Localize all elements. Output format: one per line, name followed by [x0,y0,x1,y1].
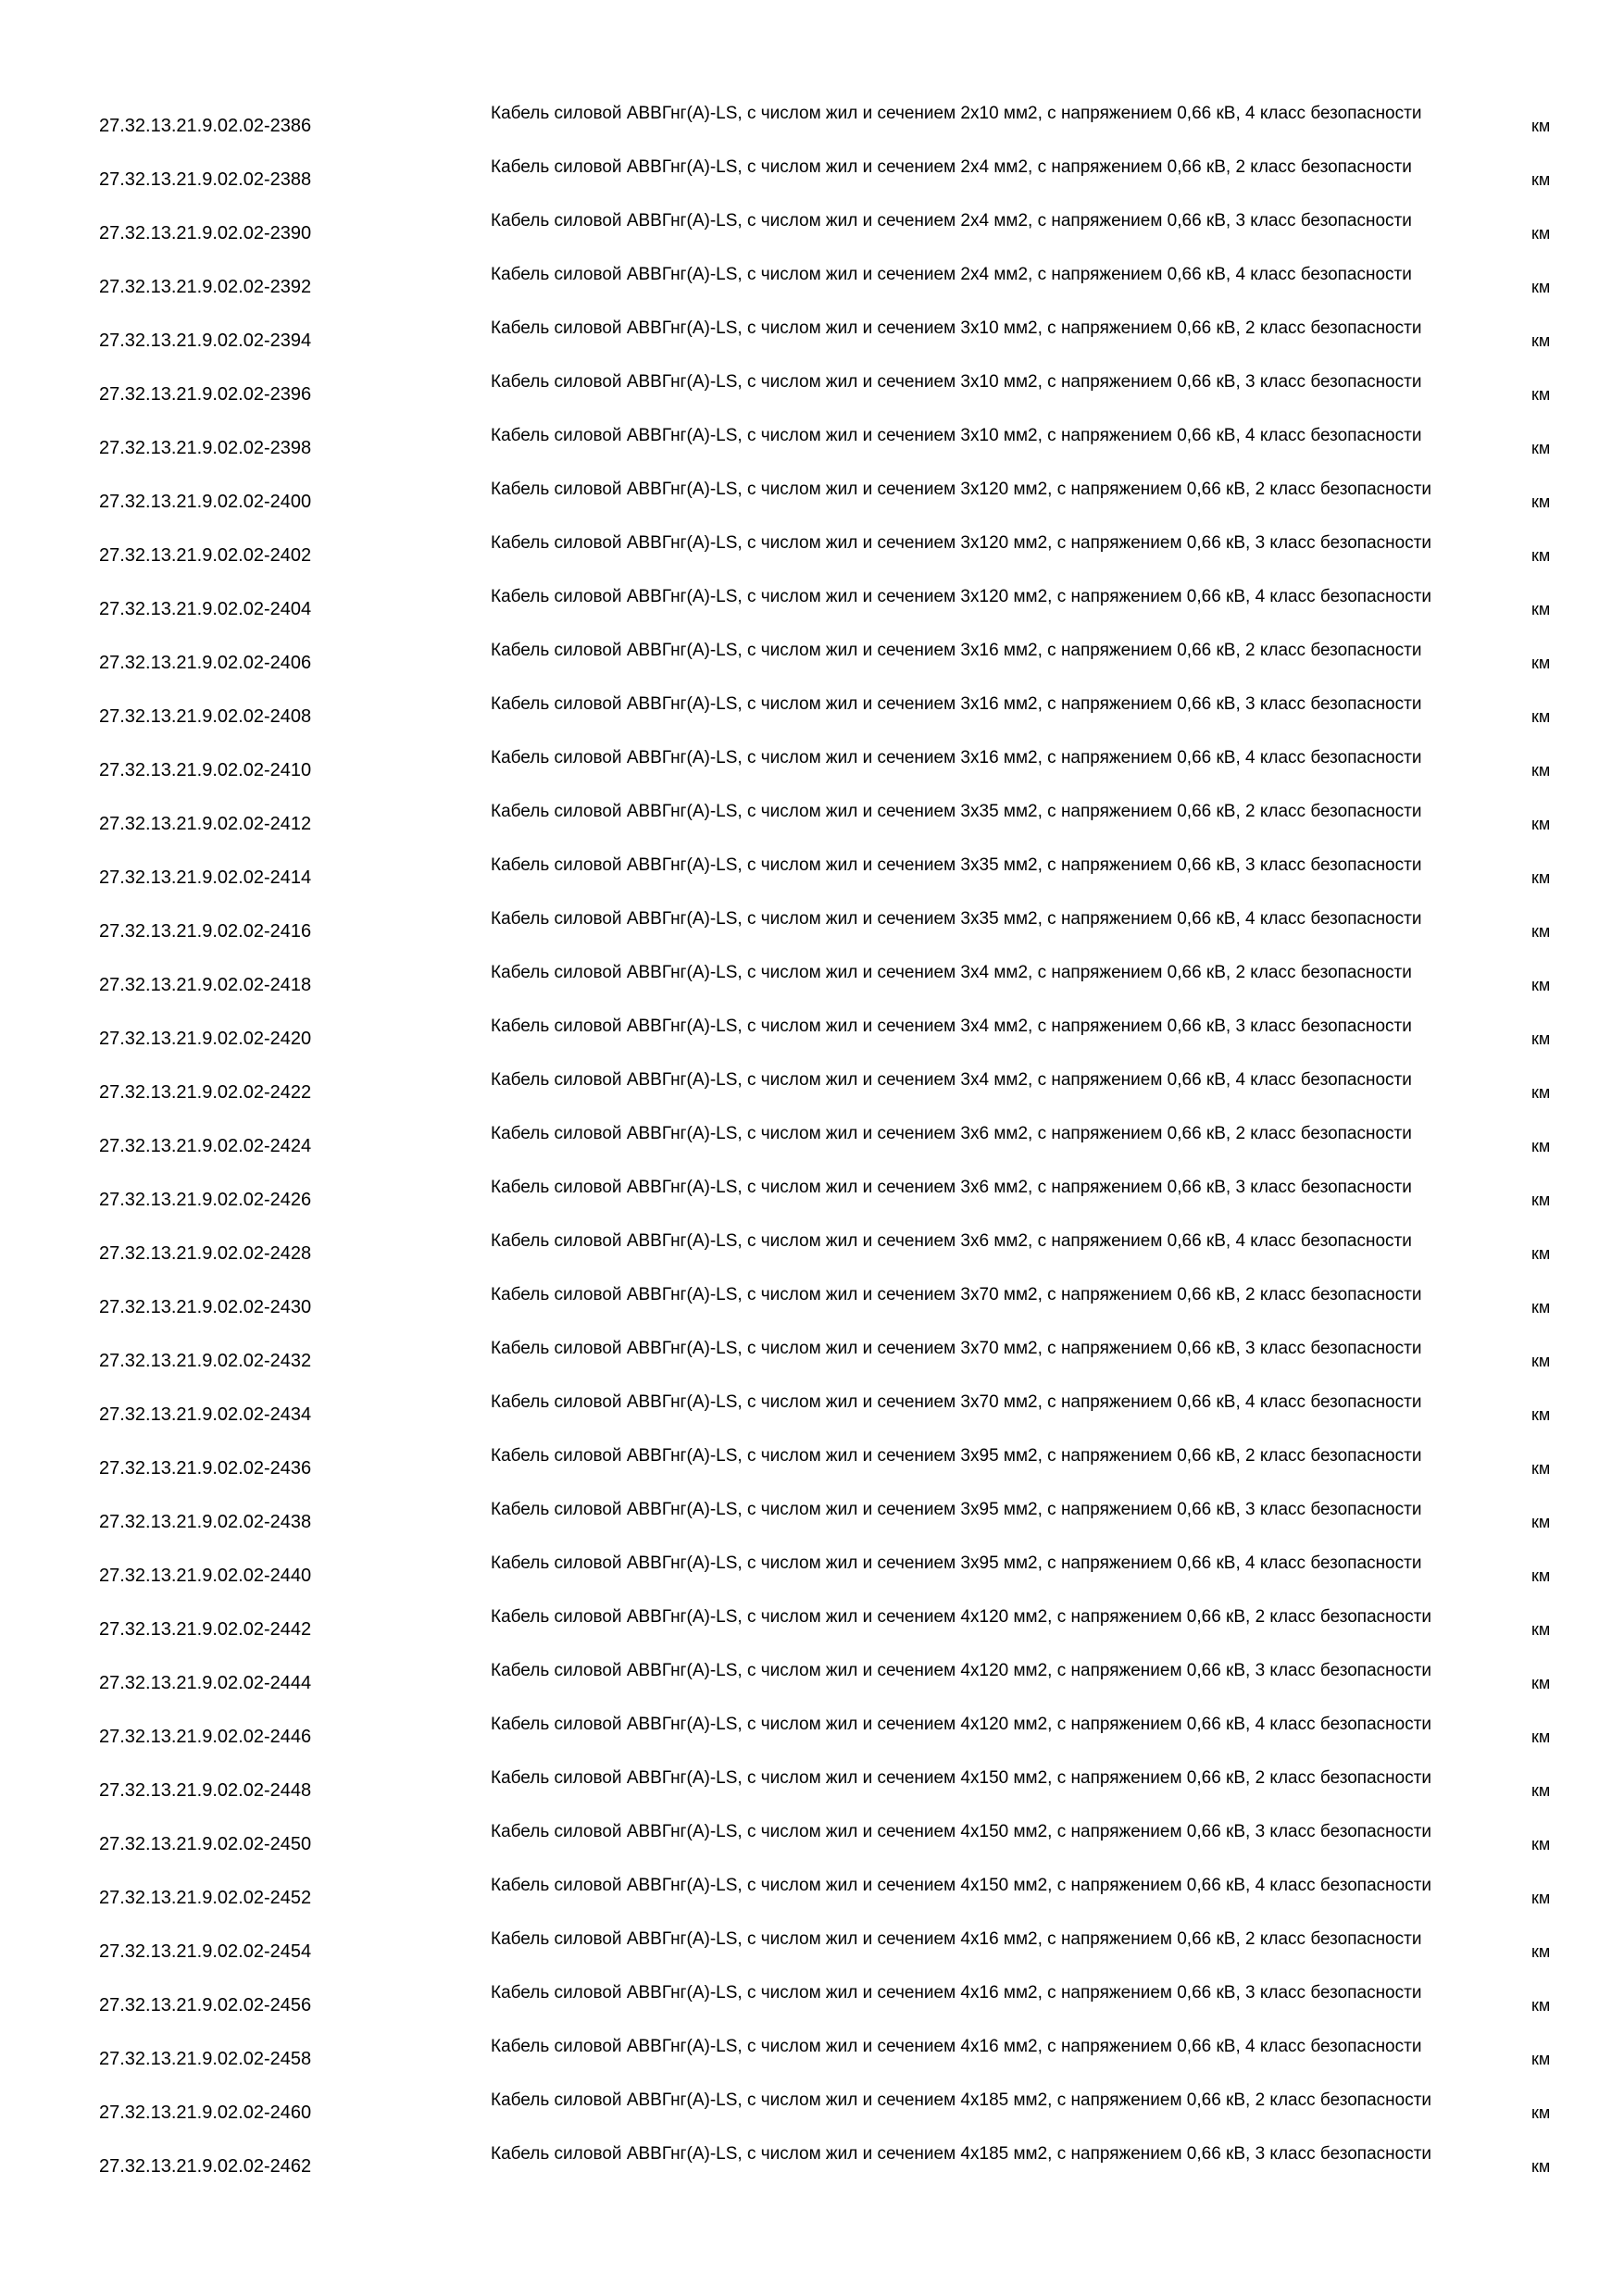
table-row [0,368,1624,421]
resource-code: 27.32.13.21.9.02.02-2444 [99,1673,312,1693]
table-row [0,851,1624,905]
unit-of-measure: км [1531,1889,1551,1907]
table-row [0,314,1624,368]
resource-code: 27.32.13.21.9.02.02-2400 [99,492,312,512]
resource-description: Кабель силовой АВВГнг(А)-LS, с числом жил и сечением 4х120 мм2, с напряжением 0,66 кВ, 2 класс безопасности [491,1607,1432,1627]
resource-code: 27.32.13.21.9.02.02-2406 [99,653,312,673]
resource-code: 27.32.13.21.9.02.02-2456 [99,1995,312,2015]
table-row [0,690,1624,743]
resource-description: Кабель силовой АВВГнг(А)-LS, с числом жил и сечением 3х16 мм2, с напряжением 0,66 кВ, 2 класс безопасности [491,641,1422,660]
resource-code: 27.32.13.21.9.02.02-2442 [99,1619,312,1640]
resource-description: Кабель силовой АВВГнг(А)-LS, с числом жил и сечением 3х120 мм2, с напряжением 0,66 кВ, 4 класс безопасности [491,587,1432,606]
table-row [0,636,1624,690]
unit-of-measure: км [1531,707,1551,726]
resource-description: Кабель силовой АВВГнг(А)-LS, с числом жил и сечением 2х10 мм2, с напряжением 0,66 кВ, 4 класс безопасности [491,104,1422,123]
resource-code: 27.32.13.21.9.02.02-2438 [99,1512,312,1532]
resource-code: 27.32.13.21.9.02.02-2422 [99,1082,312,1103]
unit-of-measure: км [1531,1996,1551,2015]
unit-of-measure: км [1531,868,1551,887]
resource-description: Кабель силовой АВВГнг(А)-LS, с числом жил и сечением 3х4 мм2, с напряжением 0,66 кВ, 2 класс безопасности [491,963,1412,982]
resource-description: Кабель силовой АВВГнг(А)-LS, с числом жил и сечением 4х150 мм2, с напряжением 0,66 кВ, 3 класс безопасности [491,1822,1432,1841]
resource-description: Кабель силовой АВВГнг(А)-LS, с числом жил и сечением 3х35 мм2, с напряжением 0,66 кВ, 3 класс безопасности [491,855,1422,875]
unit-of-measure: км [1531,1942,1551,1961]
resource-code: 27.32.13.21.9.02.02-2398 [99,438,312,458]
resource-code: 27.32.13.21.9.02.02-2416 [99,921,312,942]
table-row [0,905,1624,958]
resource-description: Кабель силовой АВВГнг(А)-LS, с числом жил и сечением 3х16 мм2, с напряжением 0,66 кВ, 3 класс безопасности [491,694,1422,714]
unit-of-measure: км [1531,922,1551,941]
table-row [0,1710,1624,1764]
resource-code: 27.32.13.21.9.02.02-2458 [99,2049,312,2069]
resource-description: Кабель силовой АВВГнг(А)-LS, с числом жил и сечением 4х185 мм2, с напряжением 0,66 кВ, 3 класс безопасности [491,2144,1432,2164]
resource-code: 27.32.13.21.9.02.02-2396 [99,384,312,405]
unit-of-measure: км [1531,1566,1551,1585]
unit-of-measure: км [1531,117,1551,135]
table-row [0,1817,1624,1871]
table-row [0,260,1624,314]
unit-of-measure: км [1531,439,1551,457]
unit-of-measure: км [1531,1835,1551,1853]
unit-of-measure: км [1531,976,1551,994]
resource-code: 27.32.13.21.9.02.02-2440 [99,1566,312,1586]
table-row [0,1978,1624,2032]
unit-of-measure: км [1531,331,1551,350]
unit-of-measure: км [1531,1298,1551,1316]
table-row [0,1173,1624,1227]
resource-code: 27.32.13.21.9.02.02-2452 [99,1888,312,1908]
resource-code: 27.32.13.21.9.02.02-2454 [99,1941,312,1962]
resource-description: Кабель силовой АВВГнг(А)-LS, с числом жил и сечением 3х10 мм2, с напряжением 0,66 кВ, 2 класс безопасности [491,318,1422,338]
resource-code: 27.32.13.21.9.02.02-2420 [99,1029,312,1049]
resource-code: 27.32.13.21.9.02.02-2462 [99,2156,312,2177]
resource-description: Кабель силовой АВВГнг(А)-LS, с числом жил и сечением 3х10 мм2, с напряжением 0,66 кВ, 4 класс безопасности [491,426,1422,445]
unit-of-measure: км [1531,1620,1551,1639]
unit-of-measure: км [1531,170,1551,189]
resource-description: Кабель силовой АВВГнг(А)-LS, с числом жил и сечением 3х70 мм2, с напряжением 0,66 кВ, 4 класс безопасности [491,1392,1422,1412]
resource-description: Кабель силовой АВВГнг(А)-LS, с числом жил и сечением 2х4 мм2, с напряжением 0,66 кВ, 3 класс безопасности [491,211,1412,231]
resource-code: 27.32.13.21.9.02.02-2430 [99,1297,312,1317]
unit-of-measure: км [1531,1781,1551,1800]
table-row [0,1764,1624,1817]
resource-description: Кабель силовой АВВГнг(А)-LS, с числом жил и сечением 3х4 мм2, с напряжением 0,66 кВ, 4 класс безопасности [491,1070,1412,1090]
resource-code: 27.32.13.21.9.02.02-2418 [99,975,312,995]
unit-of-measure: км [1531,761,1551,780]
resource-code: 27.32.13.21.9.02.02-2390 [99,223,312,243]
resource-code: 27.32.13.21.9.02.02-2414 [99,867,312,888]
resource-code: 27.32.13.21.9.02.02-2428 [99,1243,312,1264]
unit-of-measure: км [1531,1674,1551,1692]
resource-code: 27.32.13.21.9.02.02-2460 [99,2103,312,2123]
table-row [0,582,1624,636]
resource-description: Кабель силовой АВВГнг(А)-LS, с числом жил и сечением 4х150 мм2, с напряжением 0,66 кВ, 4 класс безопасности [491,1876,1432,1895]
table-row [0,475,1624,529]
unit-of-measure: км [1531,1029,1551,1048]
table-row [0,958,1624,1012]
unit-of-measure: км [1531,1191,1551,1209]
resource-description: Кабель силовой АВВГнг(А)-LS, с числом жил и сечением 3х120 мм2, с напряжением 0,66 кВ, 3 класс безопасности [491,533,1432,553]
unit-of-measure: км [1531,1728,1551,1746]
unit-of-measure: км [1531,1083,1551,1102]
table-row [0,743,1624,797]
table-row [0,1549,1624,1603]
resource-description: Кабель силовой АВВГнг(А)-LS, с числом жил и сечением 3х6 мм2, с напряжением 0,66 кВ, 2 класс безопасности [491,1124,1412,1143]
unit-of-measure: км [1531,2050,1551,2068]
resource-code: 27.32.13.21.9.02.02-2410 [99,760,312,780]
unit-of-measure: км [1531,1352,1551,1370]
table-row [0,1012,1624,1066]
table-row [0,1280,1624,1334]
resource-description: Кабель силовой АВВГнг(А)-LS, с числом жил и сечением 4х185 мм2, с напряжением 0,66 кВ, 2 класс безопасности [491,2090,1432,2110]
unit-of-measure: км [1531,278,1551,296]
resource-code: 27.32.13.21.9.02.02-2434 [99,1404,312,1425]
resource-description: Кабель силовой АВВГнг(А)-LS, с числом жил и сечением 3х95 мм2, с напряжением 0,66 кВ, 3 класс безопасности [491,1500,1422,1519]
unit-of-measure: км [1531,2103,1551,2122]
unit-of-measure: км [1531,1244,1551,1263]
table-row [0,2086,1624,2140]
resource-code: 27.32.13.21.9.02.02-2426 [99,1190,312,1210]
table-row [0,153,1624,206]
resource-code: 27.32.13.21.9.02.02-2450 [99,1834,312,1854]
resource-code: 27.32.13.21.9.02.02-2448 [99,1780,312,1801]
table-row [0,1603,1624,1656]
table-row [0,1441,1624,1495]
table-row [0,2140,1624,2193]
table-row [0,1066,1624,1119]
resource-code: 27.32.13.21.9.02.02-2436 [99,1458,312,1479]
resource-code: 27.32.13.21.9.02.02-2404 [99,599,312,619]
resource-description: Кабель силовой АВВГнг(А)-LS, с числом жил и сечением 4х120 мм2, с напряжением 0,66 кВ, 3 класс безопасности [491,1661,1432,1680]
table-row [0,1656,1624,1710]
resource-description: Кабель силовой АВВГнг(А)-LS, с числом жил и сечением 3х95 мм2, с напряжением 0,66 кВ, 4 класс безопасности [491,1554,1422,1573]
resource-description: Кабель силовой АВВГнг(А)-LS, с числом жил и сечением 4х16 мм2, с напряжением 0,66 кВ, 4 класс безопасности [491,2037,1422,2056]
resource-code: 27.32.13.21.9.02.02-2386 [99,116,312,136]
unit-of-measure: км [1531,385,1551,404]
resource-description: Кабель силовой АВВГнг(А)-LS, с числом жил и сечением 4х150 мм2, с напряжением 0,66 кВ, 2 класс безопасности [491,1768,1432,1788]
resource-description: Кабель силовой АВВГнг(А)-LS, с числом жил и сечением 3х16 мм2, с напряжением 0,66 кВ, 4 класс безопасности [491,748,1422,767]
unit-of-measure: км [1531,546,1551,565]
table-row [0,529,1624,582]
table-row [0,421,1624,475]
resource-code: 27.32.13.21.9.02.02-2394 [99,331,312,351]
resource-description: Кабель силовой АВВГнг(А)-LS, с числом жил и сечением 3х70 мм2, с напряжением 0,66 кВ, 3 класс безопасности [491,1339,1422,1358]
unit-of-measure: км [1531,1513,1551,1531]
unit-of-measure: км [1531,224,1551,243]
unit-of-measure: км [1531,493,1551,511]
table-row [0,2032,1624,2086]
resource-description: Кабель силовой АВВГнг(А)-LS, с числом жил и сечением 4х16 мм2, с напряжением 0,66 кВ, 2 класс безопасности [491,1929,1422,1949]
resource-description: Кабель силовой АВВГнг(А)-LS, с числом жил и сечением 3х70 мм2, с напряжением 0,66 кВ, 2 класс безопасности [491,1285,1422,1304]
resource-code: 27.32.13.21.9.02.02-2408 [99,706,312,727]
unit-of-measure: км [1531,1137,1551,1155]
resource-description: Кабель силовой АВВГнг(А)-LS, с числом жил и сечением 3х95 мм2, с напряжением 0,66 кВ, 2 класс безопасности [491,1446,1422,1466]
resource-description: Кабель силовой АВВГнг(А)-LS, с числом жил и сечением 3х4 мм2, с напряжением 0,66 кВ, 3 класс безопасности [491,1017,1412,1036]
table-row [0,99,1624,153]
table-row [0,1334,1624,1388]
resource-code: 27.32.13.21.9.02.02-2432 [99,1351,312,1371]
table-row [0,797,1624,851]
table-row [0,1871,1624,1925]
unit-of-measure: км [1531,2157,1551,2176]
unit-of-measure: км [1531,654,1551,672]
resource-description: Кабель силовой АВВГнг(А)-LS, с числом жил и сечением 3х35 мм2, с напряжением 0,66 кВ, 2 класс безопасности [491,802,1422,821]
resource-code: 27.32.13.21.9.02.02-2388 [99,169,312,190]
unit-of-measure: км [1531,1459,1551,1478]
unit-of-measure: км [1531,1405,1551,1424]
table-row [0,206,1624,260]
resource-description: Кабель силовой АВВГнг(А)-LS, с числом жил и сечением 2х4 мм2, с напряжением 0,66 кВ, 4 класс безопасности [491,265,1412,284]
resource-description: Кабель силовой АВВГнг(А)-LS, с числом жил и сечением 4х120 мм2, с напряжением 0,66 кВ, 4 класс безопасности [491,1715,1432,1734]
resource-code: 27.32.13.21.9.02.02-2424 [99,1136,312,1156]
table-row [0,1227,1624,1280]
resource-description: Кабель силовой АВВГнг(А)-LS, с числом жил и сечением 3х35 мм2, с напряжением 0,66 кВ, 4 класс безопасности [491,909,1422,929]
resource-code: 27.32.13.21.9.02.02-2446 [99,1727,312,1747]
resource-code: 27.32.13.21.9.02.02-2402 [99,545,312,566]
resource-description: Кабель силовой АВВГнг(А)-LS, с числом жил и сечением 3х120 мм2, с напряжением 0,66 кВ, 2 класс безопасности [491,480,1432,499]
unit-of-measure: км [1531,600,1551,618]
resource-description: Кабель силовой АВВГнг(А)-LS, с числом жил и сечением 3х10 мм2, с напряжением 0,66 кВ, 3 класс безопасности [491,372,1422,392]
resource-code: 27.32.13.21.9.02.02-2392 [99,277,312,297]
table-row [0,1495,1624,1549]
table-row [0,1119,1624,1173]
resource-description: Кабель силовой АВВГнг(А)-LS, с числом жил и сечением 3х6 мм2, с напряжением 0,66 кВ, 4 класс безопасности [491,1231,1412,1251]
resource-description: Кабель силовой АВВГнг(А)-LS, с числом жил и сечением 3х6 мм2, с напряжением 0,66 кВ, 3 класс безопасности [491,1178,1412,1197]
unit-of-measure: км [1531,815,1551,833]
resource-description: Кабель силовой АВВГнг(А)-LS, с числом жил и сечением 4х16 мм2, с напряжением 0,66 кВ, 3 класс безопасности [491,1983,1422,2003]
table-row [0,1388,1624,1441]
resource-code: 27.32.13.21.9.02.02-2412 [99,814,312,834]
table-row [0,1925,1624,1978]
resource-description: Кабель силовой АВВГнг(А)-LS, с числом жил и сечением 2х4 мм2, с напряжением 0,66 кВ, 2 класс безопасности [491,157,1412,177]
price-table [0,99,1624,2193]
